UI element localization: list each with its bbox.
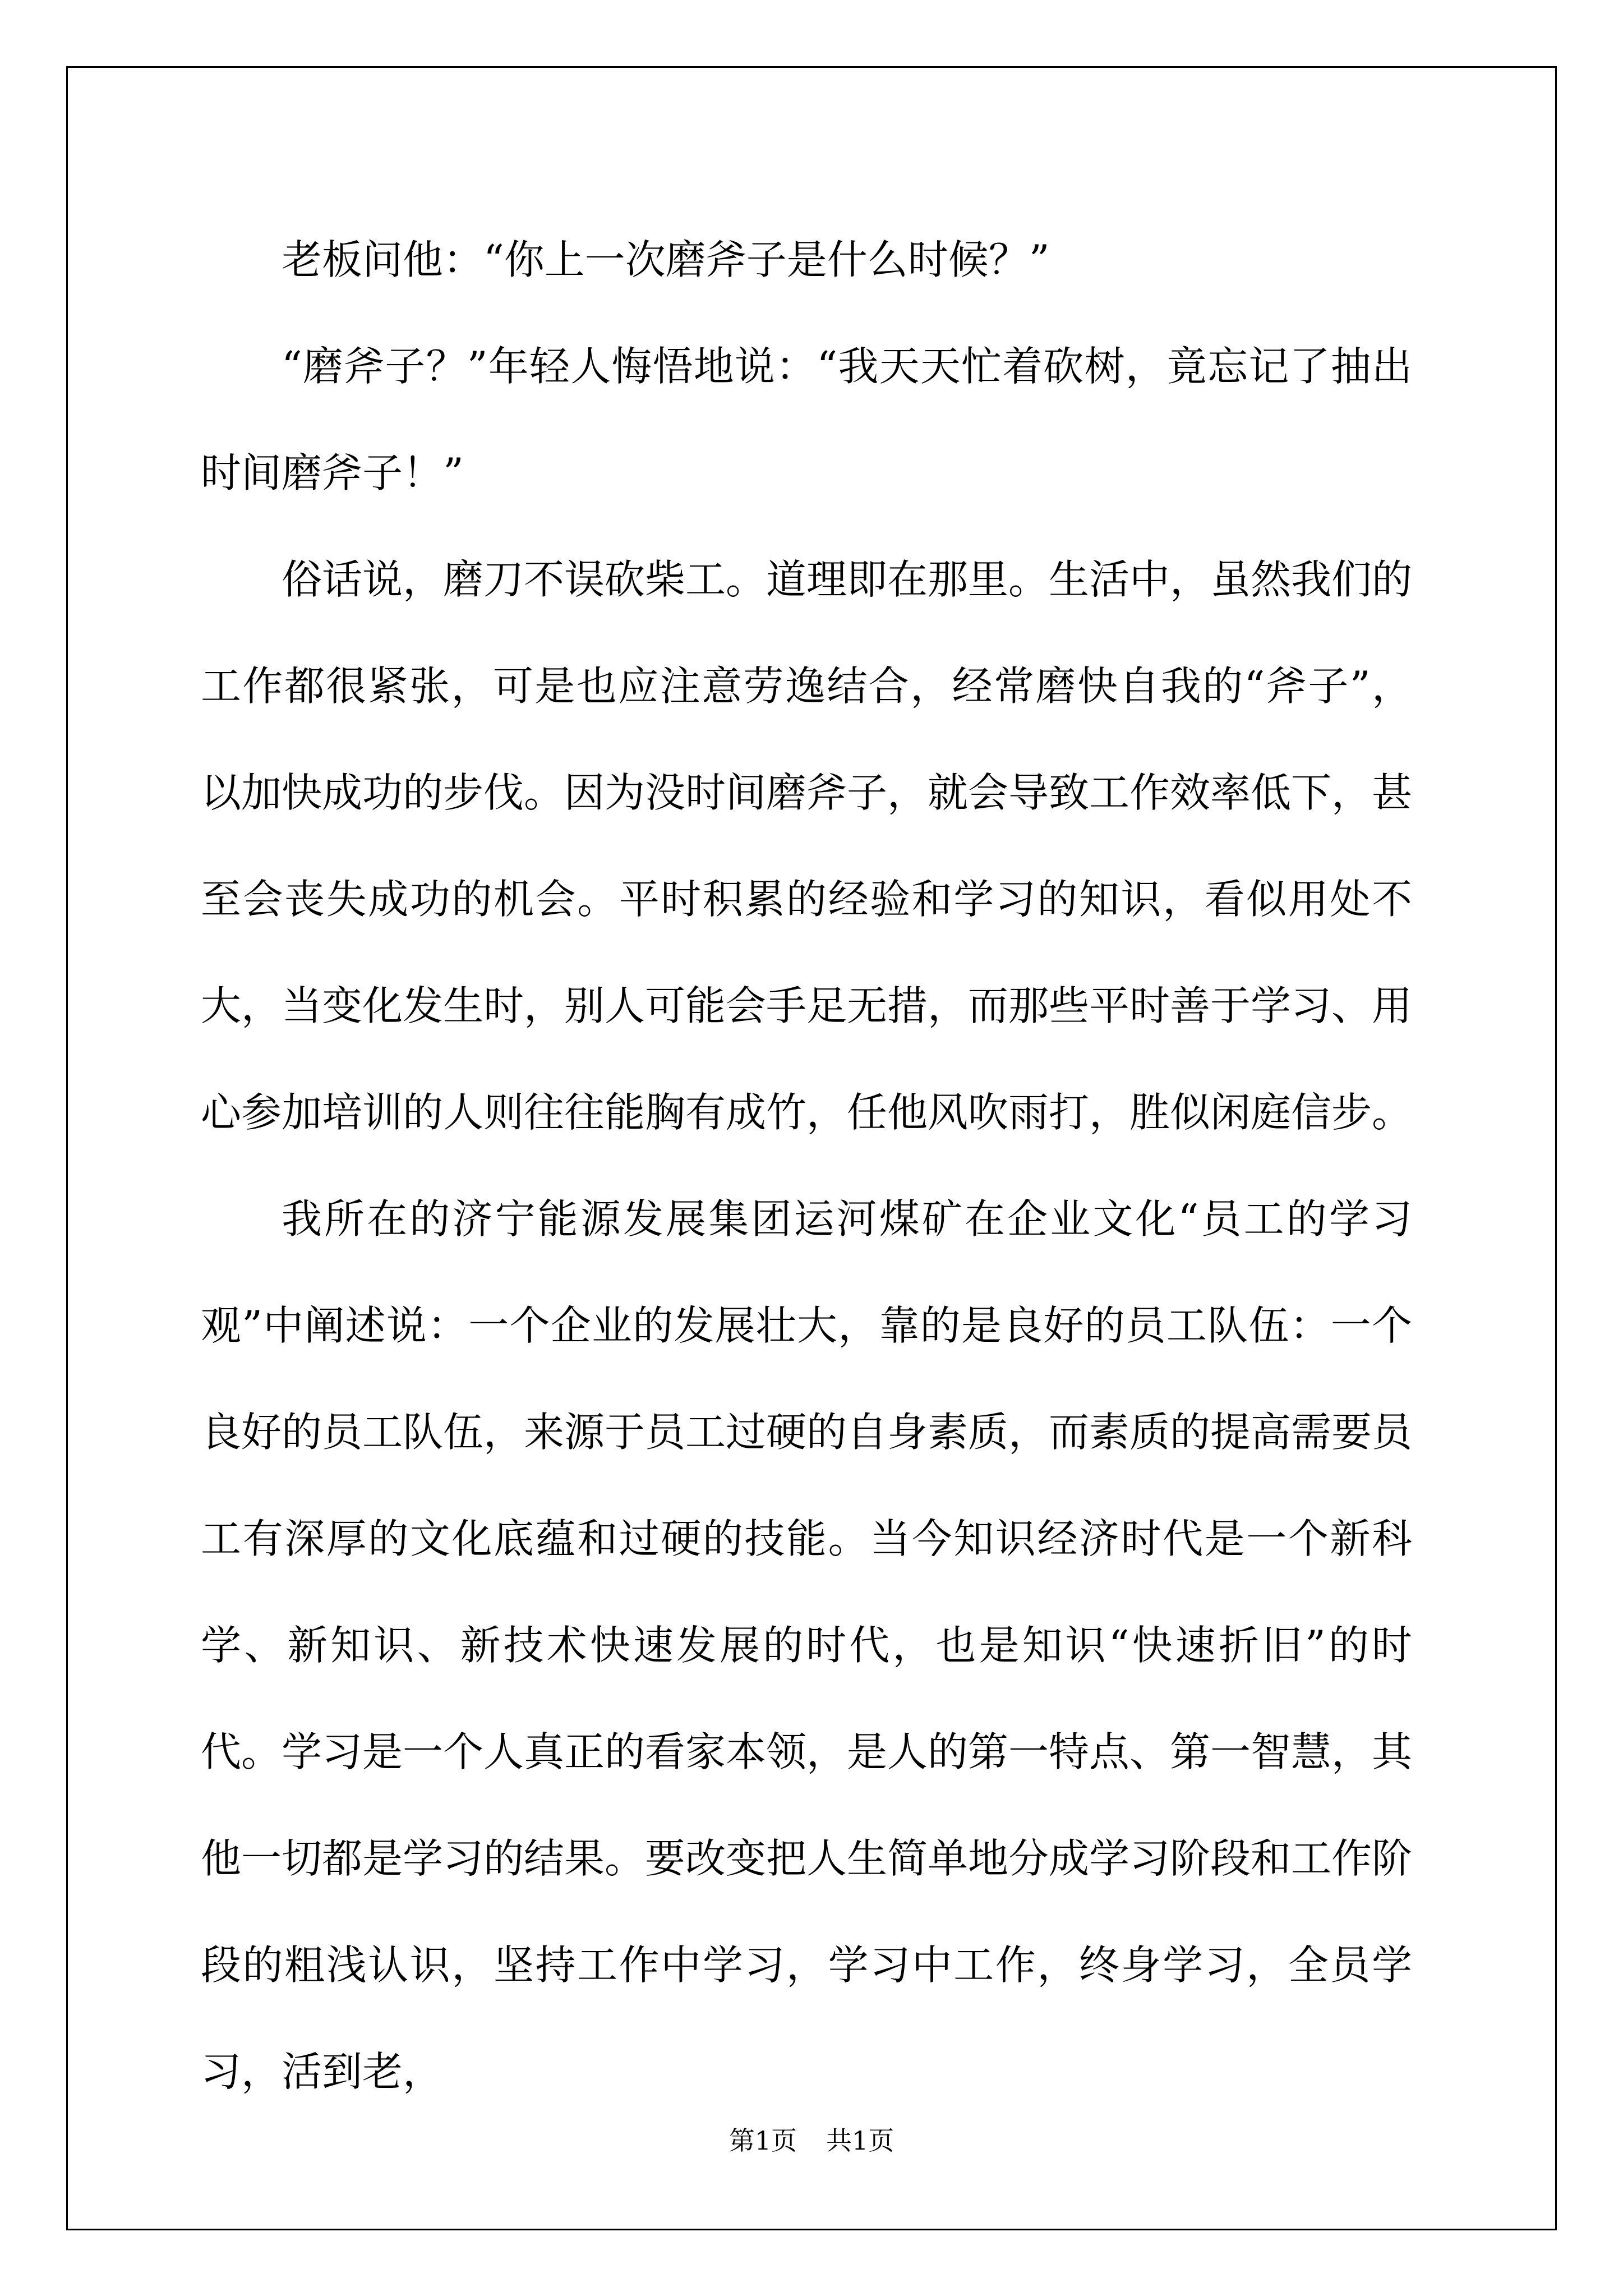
paragraph-2: “磨斧子？”年轻人悔悟地说：“我天天忙着砍树，竟忘记了抽出时间磨斧子！”	[201, 343, 1412, 496]
page-number-total: 共1页	[826, 2125, 895, 2156]
paragraph-4: 我所在的济宁能源发展集团运河煤矿在企业文化“员工的学习观”中阐述说：一个企业的发展壮大，靠的是良好的员工队伍：一个良好的员工队伍，来源于员工过硬的自身素质，而素质的提高需要员工有深厚的文化底蕴和过硬的技能。当今知识经济时代是一个新科学、新知识、新技术快速发展的时代，也是知识“快速折旧”的时代。学习是一个人真正的看家本领，是人的第一特点、第一智慧，其他一切都是学习的结果。要改变把人生简单地分成学习阶段和工作阶段的粗浅认识，坚持工作中学习，学习中工作，终身学习，全员学习，活到老，	[201, 1195, 1413, 2095]
paragraph-1: 老板问他：“你上一次磨斧子是什么时候？”	[282, 236, 1050, 283]
page-number-current: 第1页	[728, 2125, 797, 2156]
page-footer	[0, 2124, 1623, 2157]
paragraph-3: 俗话说，磨刀不误砍柴工。道理即在那里。生活中，虽然我们的工作都很紧张，可是也应注意劳逸结合，经常磨快自我的“斧子”，以加快成功的步伐。因为没时间磨斧子，就会导致工作效率低下，甚至会丧失成功的机会。平时积累的经验和学习的知识，看似用处不大，当变化发生时，别人可能会手足无措，而那些平时善于学习、用心参加培训的人则往往能胸有成竹，任他风吹雨打，胜似闲庭信步。	[201, 556, 1413, 1136]
document-body	[201, 206, 1412, 2125]
